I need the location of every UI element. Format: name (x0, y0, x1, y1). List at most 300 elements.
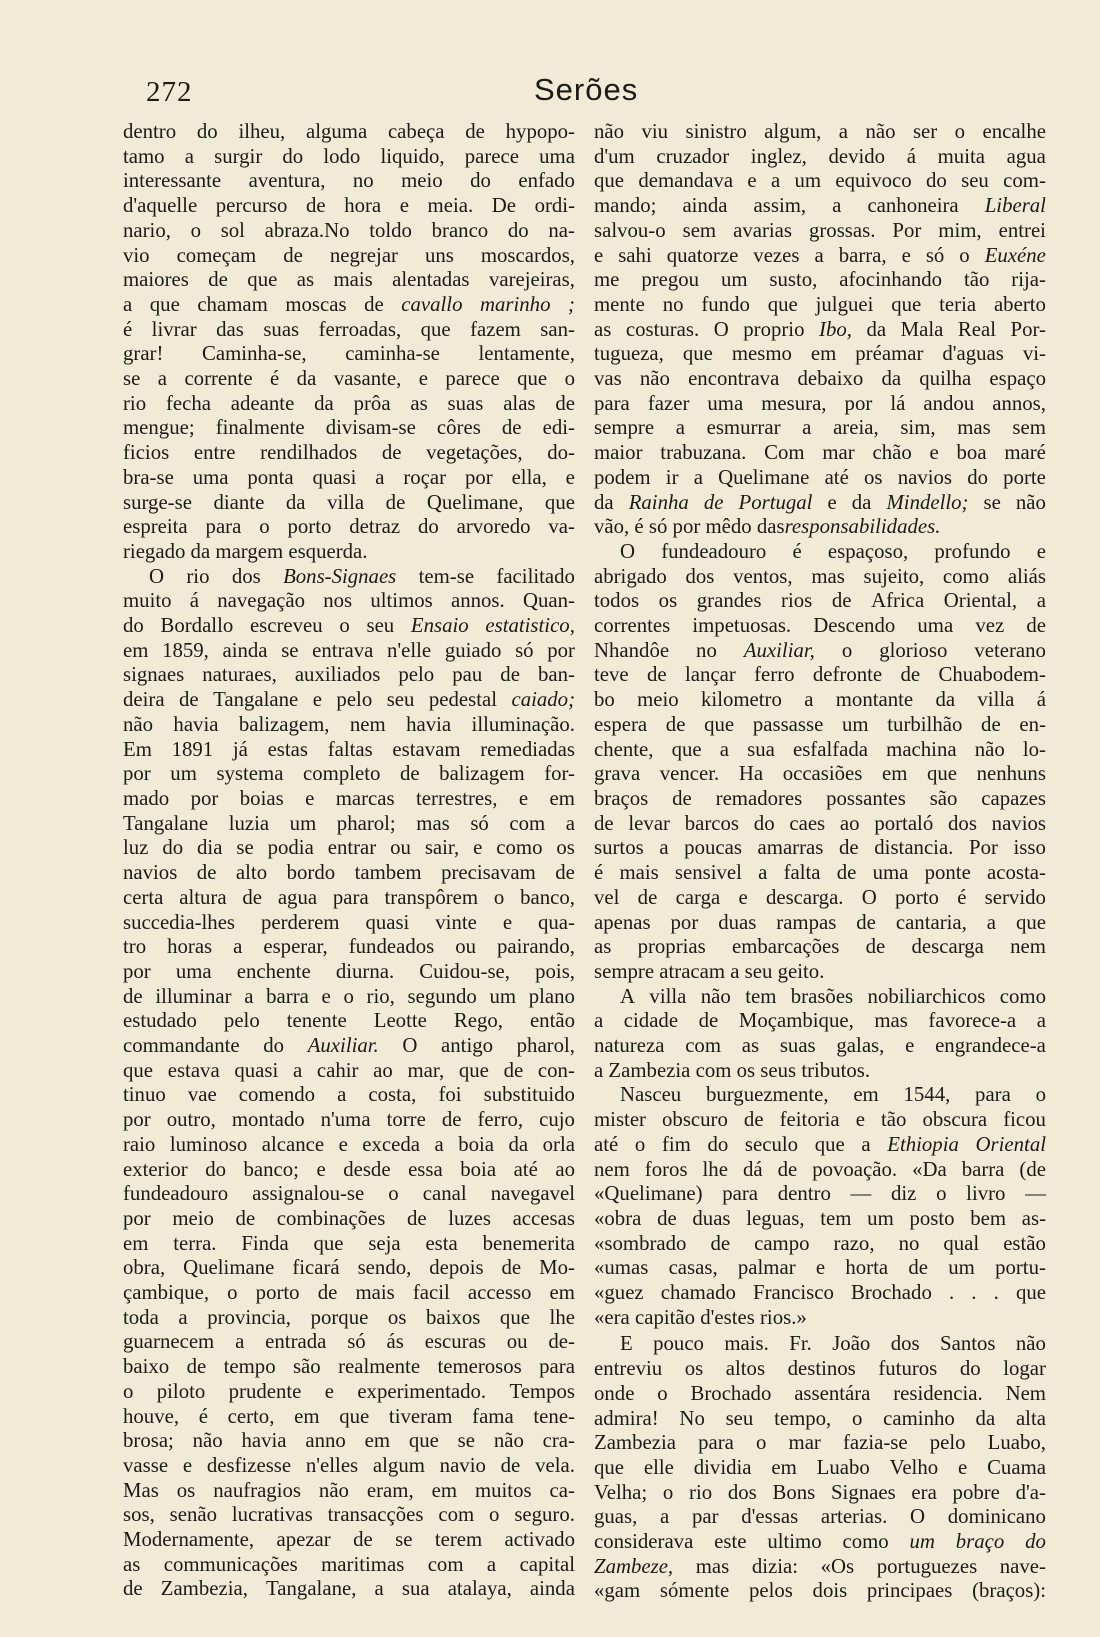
italic-word: ; (568, 292, 575, 316)
word: de (503, 1058, 524, 1082)
word: horta (845, 1256, 889, 1280)
word: as (594, 935, 612, 959)
text-line (594, 787, 1046, 812)
word: porque (310, 1305, 369, 1329)
word: essa (408, 1157, 443, 1181)
word: ás (386, 1330, 404, 1354)
word: lodo (323, 144, 361, 168)
word: de (710, 1231, 731, 1255)
word: ordi- (534, 194, 575, 218)
word: não (700, 984, 731, 1008)
word: desde (343, 1157, 391, 1181)
word: piloto (156, 1379, 206, 1403)
word: de (665, 712, 686, 736)
text-line (123, 1182, 575, 1207)
word: da (594, 490, 614, 514)
word: Nem (1005, 1381, 1046, 1405)
word: porte (1003, 465, 1046, 489)
italic-word: Mindello; (886, 490, 969, 514)
word: cra- (542, 1429, 575, 1453)
word: não (639, 367, 670, 391)
word: vez (975, 614, 1005, 638)
word: de (441, 1108, 462, 1132)
word: quasi (234, 1058, 279, 1082)
word: abrigado (594, 564, 667, 588)
word: na- (548, 218, 575, 242)
word: ultimo (767, 1530, 822, 1554)
word: agua (277, 885, 318, 909)
word: Leotte (373, 1009, 427, 1033)
word: sahi (618, 243, 652, 267)
word: Por (892, 218, 922, 242)
word: n'elle (387, 638, 432, 662)
word: de- (548, 1330, 575, 1354)
word: de (594, 811, 614, 835)
word: . (948, 1281, 955, 1305)
word: este (714, 1530, 747, 1554)
word: e (565, 465, 575, 489)
word: não (974, 737, 1005, 761)
word: das (216, 317, 244, 341)
word: por (547, 638, 575, 662)
text-line (123, 1479, 575, 1504)
word: «obra (594, 1206, 642, 1230)
word: naufragios (213, 1478, 301, 1502)
word: para (205, 515, 242, 539)
italic-word: um (909, 1530, 935, 1554)
word: de (242, 885, 263, 909)
word: seu (386, 688, 415, 712)
word: fazem (470, 317, 521, 341)
word: sem (1012, 416, 1046, 440)
word: liquido, (380, 144, 445, 168)
word: as- (1021, 1206, 1046, 1230)
text-line (123, 1256, 575, 1281)
italic-word: Rainha (628, 490, 689, 514)
word: diz (891, 1182, 917, 1206)
text-line (123, 985, 575, 1010)
italic-word: Euxéne (984, 243, 1046, 267)
word: ponta (247, 465, 294, 489)
text-line (123, 1207, 575, 1232)
word: no (696, 638, 717, 662)
word: ou (390, 836, 411, 860)
word: villa (327, 490, 365, 514)
word: ficios (123, 441, 170, 465)
word: brasões (790, 984, 854, 1008)
word: montado (231, 1108, 305, 1132)
word: de (836, 861, 857, 885)
word: O (713, 317, 729, 341)
text-line (123, 194, 575, 219)
word: e (855, 1108, 865, 1132)
word: que (814, 1132, 845, 1156)
word: portu- (995, 1256, 1046, 1280)
word: 1544, (903, 1083, 951, 1107)
word: alta (1015, 1406, 1046, 1430)
word: em (881, 762, 908, 786)
word: remadores (715, 786, 803, 810)
running-title: Serões (534, 72, 639, 107)
word: meia. (427, 194, 474, 218)
word: Nhandôe (594, 638, 670, 662)
text-line (123, 1330, 575, 1355)
word: espaçoso, (827, 539, 909, 563)
word: ultimos (370, 589, 433, 613)
word: de (385, 490, 406, 514)
italic-word: Auxiliar, (743, 638, 815, 662)
word: A (620, 984, 636, 1008)
word: O (620, 539, 636, 563)
word: não (1015, 1332, 1046, 1356)
word: fazia-se (842, 1431, 908, 1455)
text-line (123, 787, 575, 812)
word: apenas (594, 910, 651, 934)
word: trabuzana. (660, 441, 747, 465)
word: percurso (215, 194, 288, 218)
word: Luabo (816, 1455, 870, 1479)
word: atalaya, (447, 1577, 512, 1601)
text-line (594, 886, 1046, 911)
text-line (594, 1009, 1046, 1034)
word: os (387, 1305, 407, 1329)
word: de (179, 688, 199, 712)
word: a (233, 935, 243, 959)
word: Ha (738, 762, 764, 786)
word: turbilhão (887, 712, 963, 736)
line-text: «era capitão d'estes rios.» (594, 1305, 807, 1329)
italic-word: cavallo (401, 292, 463, 316)
word: Zambezia (594, 1431, 676, 1455)
word: carga (675, 885, 721, 909)
word: para (332, 885, 369, 909)
word: ao (555, 1157, 575, 1181)
word: tro (123, 935, 147, 959)
word: Descendo (813, 614, 896, 638)
word: Quan- (522, 589, 575, 613)
word: a (838, 120, 849, 143)
text-line (123, 886, 575, 911)
word: o (227, 1281, 238, 1305)
word: rio (186, 564, 210, 588)
word: bra-se (123, 465, 174, 489)
word: dividia (693, 1455, 752, 1479)
word: parece (445, 367, 500, 391)
word: . (993, 1281, 999, 1305)
word: da (296, 367, 317, 391)
word: do (282, 144, 304, 168)
word: de (123, 984, 143, 1008)
word: do (196, 120, 218, 143)
word: da (866, 317, 887, 341)
word: leguas, (746, 1206, 805, 1230)
word: á (906, 144, 916, 168)
text-column-left (123, 120, 575, 1602)
word: mas (874, 1009, 908, 1033)
word: ponte (924, 861, 971, 885)
word: o (662, 1480, 674, 1504)
text-line (594, 491, 1046, 516)
word: dia (197, 836, 223, 860)
word: baixo (123, 1355, 170, 1379)
word: accesso (467, 1281, 532, 1305)
word: as (123, 1552, 141, 1576)
word: livrar (151, 317, 197, 341)
word: uma (539, 144, 575, 168)
word: mesura, (761, 391, 827, 415)
text-line (594, 466, 1046, 491)
word: os (176, 1478, 196, 1502)
word: mais. (724, 1332, 769, 1356)
word: d'aquelle (123, 194, 198, 218)
word: san- (540, 317, 575, 341)
word: campo (754, 1231, 810, 1255)
word: prôa (353, 391, 391, 415)
word: nem (594, 1157, 630, 1181)
word: fazer (647, 391, 690, 415)
word: occasiões (782, 762, 863, 786)
text-line (123, 1158, 575, 1183)
word: sua (747, 737, 775, 761)
text-line (123, 935, 575, 960)
word: pois, (535, 959, 575, 983)
text-line (594, 1481, 1046, 1506)
text-line (594, 1034, 1046, 1059)
word: Mo- (539, 1256, 575, 1280)
word: a (861, 1132, 871, 1156)
word: julguei (815, 292, 874, 316)
text-line (123, 1059, 575, 1084)
word: Cuidou-se, (419, 959, 510, 983)
word: o (1035, 1083, 1046, 1107)
word: só (515, 638, 534, 662)
word: O (402, 1034, 418, 1058)
text-line (123, 836, 575, 861)
word: luz (123, 836, 149, 860)
word: auxiliados (294, 663, 381, 687)
word: não (1015, 490, 1046, 514)
word: algum, (764, 120, 822, 143)
text-line (123, 1454, 575, 1479)
word: facilitado (496, 564, 575, 588)
word: bordo (286, 861, 336, 885)
word: Tangalane, (266, 1577, 357, 1601)
word: que (149, 292, 180, 316)
word: kilometro (701, 688, 782, 712)
word: rio, (366, 984, 395, 1008)
text-line (594, 1083, 1046, 1108)
word: o (936, 1182, 947, 1206)
word: communicações (163, 1552, 298, 1576)
word: systema (216, 762, 284, 786)
word: as (296, 268, 315, 292)
word: alcance (261, 1132, 325, 1156)
word: areia, (833, 416, 879, 440)
word: vio (123, 243, 150, 267)
word: entre (193, 441, 236, 465)
word: considerava (594, 1530, 694, 1554)
word: estava (167, 1058, 220, 1082)
word: o (259, 515, 270, 539)
word: deira (123, 688, 165, 712)
word: que (1015, 1281, 1046, 1305)
word: O (149, 564, 165, 588)
word: da (881, 367, 902, 391)
word: vas (594, 367, 622, 391)
word: e (957, 1455, 968, 1479)
text-line (594, 169, 1046, 194)
text-line (123, 1577, 575, 1602)
word: pelo (398, 663, 435, 687)
word: obscura (922, 1108, 988, 1132)
word: çambique, (123, 1281, 210, 1305)
word: tem-se (418, 564, 475, 588)
word: costuras. (625, 317, 700, 341)
word: da (314, 391, 334, 415)
word: lá (890, 391, 906, 415)
word: quasi (365, 910, 410, 934)
word: sim, (900, 416, 936, 440)
word: Francisco (753, 1281, 834, 1305)
word: por (123, 1206, 151, 1230)
word: meio (172, 1206, 214, 1230)
word: que (420, 317, 451, 341)
word: Com (764, 441, 805, 465)
word: a (675, 416, 685, 440)
word: muita (937, 144, 985, 168)
word: com (685, 1034, 721, 1058)
word: lentamente, (478, 342, 575, 366)
text-line (594, 1579, 1046, 1604)
word: favorece-a (928, 1009, 1017, 1033)
word: uma (872, 861, 909, 885)
word: logar (1003, 1357, 1046, 1381)
word: não (865, 120, 896, 143)
word: navegação (217, 589, 305, 613)
italic-word: Ibo, (819, 317, 852, 341)
word: mister (594, 1108, 646, 1132)
word: de (500, 1453, 521, 1477)
word: Por (969, 836, 998, 860)
word: que (594, 169, 625, 193)
word: engrandece-a (935, 1034, 1046, 1058)
word: lo- (1022, 737, 1046, 761)
word: dominicano (947, 1505, 1046, 1529)
word: do (753, 811, 775, 835)
text-line (123, 145, 575, 170)
word: quilha (919, 367, 972, 391)
word: em (294, 1404, 320, 1428)
word: transpôrem (384, 885, 479, 909)
word: e (305, 786, 315, 810)
text-line (123, 1528, 575, 1553)
word: temerosos (437, 1355, 522, 1379)
word: é (594, 861, 604, 885)
word: por (190, 786, 219, 810)
word: dizia: (751, 1554, 799, 1578)
word: destinos (787, 1357, 856, 1381)
word: realmente (338, 1355, 421, 1379)
word: demandava (638, 169, 734, 193)
word: mim, (938, 218, 982, 242)
word: portuguezes (876, 1554, 978, 1578)
word: terra. (173, 1231, 217, 1255)
word: que (1015, 910, 1046, 934)
word: mesmo (731, 342, 792, 366)
text-line (123, 268, 575, 293)
italic-word: do (1025, 1530, 1046, 1554)
word: palmar (737, 1256, 796, 1280)
word: a (292, 1058, 303, 1082)
word: alas (503, 391, 536, 415)
word: caminho (883, 1406, 955, 1430)
word: se (281, 638, 299, 662)
word: de (208, 268, 228, 292)
word: á (1036, 688, 1046, 712)
word: rio (123, 391, 147, 415)
word: pregou (641, 268, 700, 292)
word: a (832, 194, 842, 218)
word: Fr. (789, 1332, 812, 1356)
word: cujo (539, 1108, 575, 1132)
word: já (232, 737, 248, 761)
italic-word: Bons-Signaes (283, 564, 397, 588)
word: de (839, 836, 859, 860)
word: Moçambique, (738, 1009, 854, 1033)
word: se (457, 1429, 475, 1453)
word: vegetações, (426, 441, 523, 465)
word: fim (661, 1132, 691, 1156)
word: annos. (450, 589, 505, 613)
word: marcas (335, 786, 395, 810)
word: Velho (889, 1455, 939, 1479)
word: não (123, 712, 154, 736)
word: entreviu (594, 1357, 663, 1381)
word: por (123, 762, 151, 786)
word: rios (781, 589, 813, 613)
word: guarnecem (123, 1330, 215, 1354)
word: futuros (878, 1357, 938, 1381)
word: fundeadouro (661, 539, 767, 563)
word: em (123, 638, 149, 662)
word: o (343, 984, 354, 1008)
word: sujeito, (863, 564, 925, 588)
word: e (738, 885, 748, 909)
word: do (925, 169, 947, 193)
word: dos (890, 1332, 920, 1356)
word: banco; (243, 1157, 299, 1181)
word: os (556, 836, 575, 860)
word: succedia-lhes (123, 910, 236, 934)
word: até (824, 465, 849, 489)
word: ficou (1003, 1108, 1046, 1132)
word: dá (742, 1157, 763, 1181)
word: assignalou-se (252, 1182, 365, 1206)
word: terem (434, 1528, 483, 1552)
word: vezes (753, 243, 800, 267)
word: «Da (912, 1157, 947, 1181)
word: de (657, 1206, 677, 1230)
word: e (399, 194, 409, 218)
word: fecha (165, 391, 211, 415)
text-line (123, 565, 575, 590)
word: Em (123, 737, 152, 761)
word: navio (439, 1453, 486, 1477)
word: e (316, 1157, 326, 1181)
word: surge-se (123, 490, 192, 514)
word: pairando, (496, 935, 575, 959)
word: detraz (349, 515, 401, 539)
